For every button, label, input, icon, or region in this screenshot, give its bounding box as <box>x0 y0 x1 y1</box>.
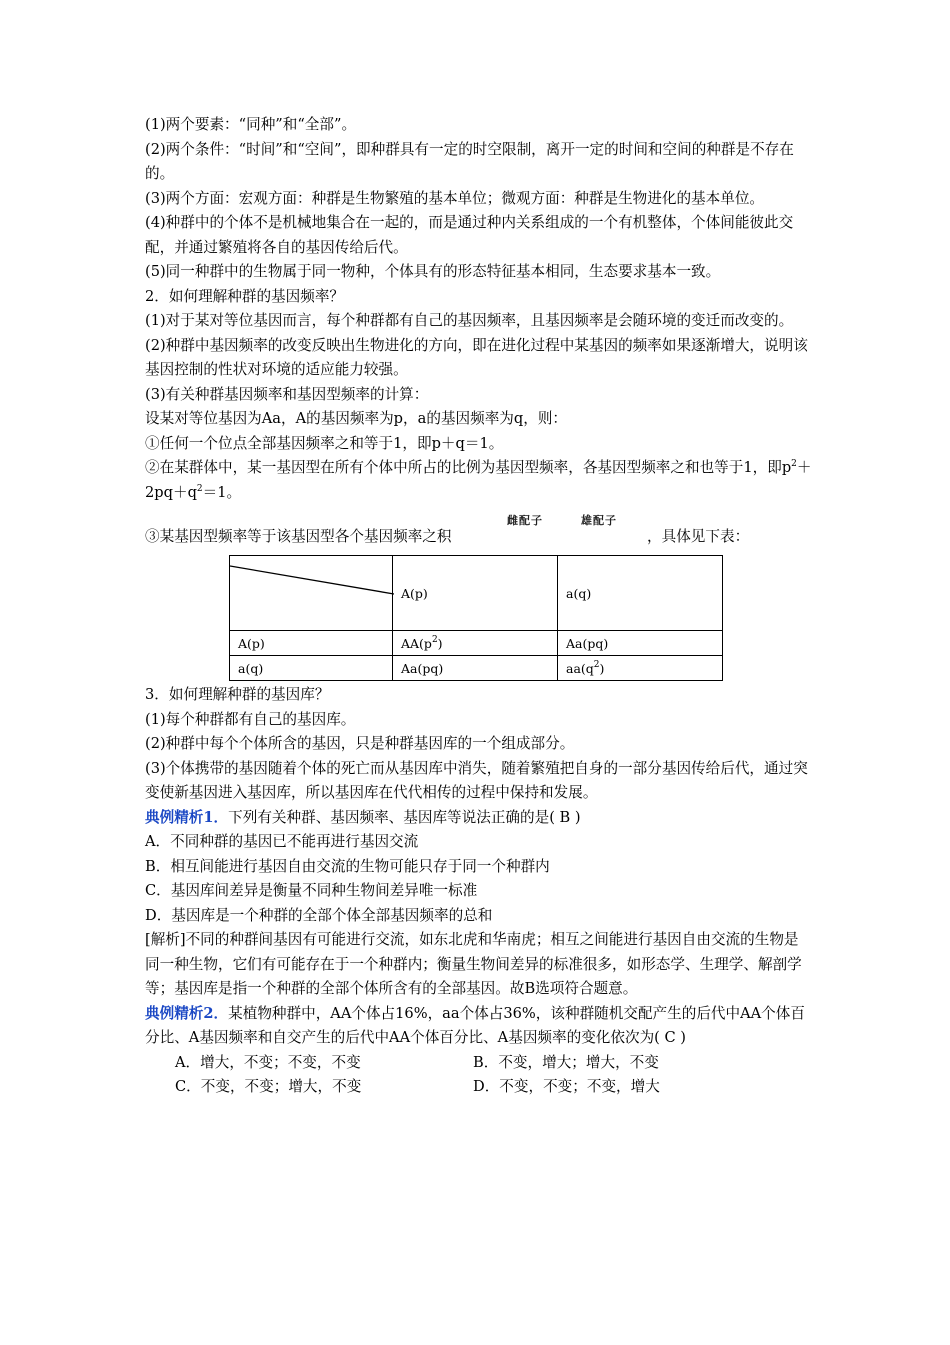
section-2-title: 2．如何理解种群的基因频率？ <box>145 287 345 305</box>
cell-sup: 2 <box>593 659 600 670</box>
table-header-cell: A(p) <box>393 556 558 631</box>
section-2-point-2: (2)种群中基因频率的改变反映出生物进化的方向，即在进化过程中某基因的频率如果逐渐增大，说明该基因控制的性状对环境的适应能力较强。 <box>145 336 808 378</box>
table-header-row <box>230 556 723 631</box>
example-1-analysis: [解析]不同的种群间基因有可能进行交流，如东北虎和华南虎；相互之间能进行基因自由交流的生物是同一种生物，它们有可能存在于一个种群内；衡量生物间差异的标准很多，如形态学、生理学、解剖学等；基因库是指一个种群的全部个体所含有的全部基因。故B选项符合题意。 <box>145 931 802 997</box>
document-page <box>145 113 813 1100</box>
example-2-option-c: C．不变，不变；增大，不变 <box>175 1078 362 1095</box>
intro-point-5: (5)同一种群中的生物属于同一物种，个体具有的形态特征基本相同，生态要求基本一致。 <box>145 263 721 280</box>
example-2-option-a: A．增大，不变；不变，不变 <box>175 1053 361 1071</box>
table-cell: Aa(pq) <box>558 631 723 656</box>
table-row <box>230 631 723 656</box>
rule-2-text-c: ＝1。 <box>202 483 242 501</box>
rule-2-text-b: ＋2pq＋q <box>145 459 812 501</box>
section-2-rule-1: ①任何一个位点全部基因频率之和等于1，即p＋q＝1。 <box>145 434 504 452</box>
example-2-label: 典例精析2． <box>145 1004 229 1022</box>
example-1-option-b: B．相互间能进行基因自由交流的生物可能只存于同一个种群内 <box>145 857 550 875</box>
intro-point-3: (3)两个方面：宏观方面：种群是生物繁殖的基本单位；微观方面：种群是生物进化的基本单位。 <box>145 189 765 207</box>
intro-point-1: (1)两个要素：“同种”和“全部”。 <box>145 116 357 133</box>
section-3-point-2: (2)种群中每个个体所含的基因，只是种群基因库的一个组成部分。 <box>145 735 575 752</box>
rule-2-sup-1: 2 <box>791 459 797 469</box>
section-3-point-3: (3)个体携带的基因随着个体的死亡而从基因库中消失，随着繁殖把自身的一部分基因传给后代，通过突变使新基因进入基因库，所以基因库在代代相传的过程中保持和发展。 <box>145 759 808 801</box>
rule-2-sup-2: 2 <box>196 483 203 494</box>
cell-sup: 2 <box>431 634 438 645</box>
section-2-point-3: (3)有关种群基因频率和基因型频率的计算： <box>145 385 429 403</box>
example-2-question: 某植物种群中，AA个体占16%，aa个体占36%，该种群随机交配产生的后代中AA个体百分比、A基因频率和自交产生的后代中AA个体百分比、A基因频率的变化依次为( C ) <box>145 1004 805 1046</box>
example-1-stem <box>145 806 813 831</box>
section-2-rule-3 <box>145 513 813 551</box>
rule-2-text-a: ②在某群体中，某一基因型在所有个体中所占的比例为基因型频率，各基因型频率之和也等于1，即p <box>145 459 792 476</box>
cell-text: ) <box>437 635 443 651</box>
table-cell: Aa(pq) <box>393 656 558 681</box>
cell-text: aa(q <box>566 660 594 676</box>
example-1-question: 下列有关种群、基因频率、基因库等说法正确的是( B ) <box>228 808 581 826</box>
example-2-option-b: B．不变，增大；增大，不变 <box>473 1053 659 1071</box>
section-3-title: 3．如何理解种群的基因库？ <box>145 686 330 703</box>
table-row <box>230 656 723 681</box>
section-3-point-1: (1)每个种群都有自己的基因库。 <box>145 710 356 728</box>
table-corner-cell <box>230 556 393 631</box>
table-header-cell: a(q) <box>558 556 723 631</box>
example-2-options-row-1 <box>145 1051 813 1076</box>
example-2-options-row-2 <box>145 1075 813 1100</box>
table-row-header: A(p) <box>230 631 393 656</box>
example-1-option-c: C．基因库间差异是衡量不同种生物间差异唯一标准 <box>145 882 478 899</box>
example-1-label: 典例精析1． <box>145 808 229 826</box>
cell-text: AA(p <box>401 635 432 651</box>
table-cell <box>558 656 723 681</box>
example-2-stem <box>145 1002 813 1051</box>
rule-3-text: ③某基因型频率等于该基因型各个基因频率之积 <box>145 528 452 545</box>
section-2-rule-2 <box>145 456 813 505</box>
example-2-option-d: D．不变，不变；不变，增大 <box>473 1078 660 1095</box>
rule-3-tail: ，具体见下表： <box>647 528 750 545</box>
corner-diagonal-line <box>230 556 394 630</box>
section-2-setup: 设某对等位基因为Aa，A的基因频率为p，a的基因频率为q，则： <box>145 410 568 427</box>
cell-text: ) <box>599 660 605 676</box>
section-2-point-1: (1)对于某对等位基因而言，每个种群都有自己的基因频率，且基因频率是会随环境的变迁而改变的。 <box>145 312 794 329</box>
table-cell <box>393 631 558 656</box>
example-1-option-d: D．基因库是一个种群的全部个体全部基因频率的总和 <box>145 906 493 924</box>
intro-point-2: (2)两个条件：“时间”和“空间”，即种群具有一定的时空限制，离开一定的时间和空间的种群是不存在的。 <box>145 140 794 182</box>
example-1-option-a: A．不同种群的基因已不能再进行基因交流 <box>145 833 419 850</box>
male-gamete-label: 雄配子 <box>581 514 617 527</box>
intro-point-4: (4)种群中的个体不是机械地集合在一起的，而是通过种内关系组成的一个有机整体，个体间能彼此交配，并通过繁殖将各自的基因传给后代。 <box>145 214 794 256</box>
table-row-header: a(q) <box>230 656 393 681</box>
genotype-frequency-table <box>229 555 723 681</box>
female-gamete-label: 雌配子 <box>507 514 543 527</box>
